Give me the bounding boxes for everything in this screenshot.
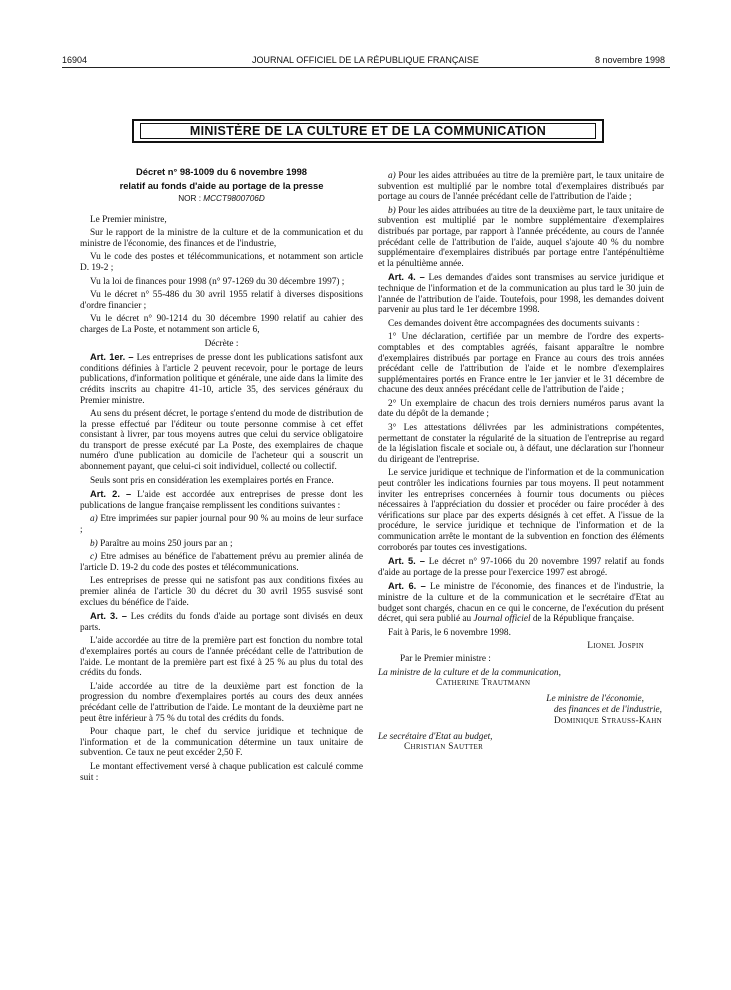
item-letter: a) <box>388 171 396 181</box>
signatory-role: Le ministre de l'économie, <box>546 694 644 705</box>
article-4-item-3: 3° Les attestations délivrées par les administrations compétentes, permettant de constater la régularité de la situation de l'entreprise au regard de la législation fiscale et sociale ou, à défaut, une déclaration sur l'honneur du dirigeant de l'entreprise. <box>378 423 664 465</box>
signature-by-line <box>378 654 664 665</box>
article-3-paragraph-5: Le montant effectivement versé à chaque publication est calculé comme suit : <box>80 761 363 783</box>
item-letter: b) <box>90 538 98 549</box>
article-3-item-a <box>378 171 664 203</box>
decrete-heading: Décrète : <box>204 338 239 349</box>
article-3-paragraph-4: Pour chaque part, le chef du service juridique et technique de l'information et de la communication détermine un taux unitaire de subvention. Ce taux ne peut excéder 2,50 F. <box>80 727 363 759</box>
item-letter: a) <box>90 514 98 525</box>
article-3-paragraph-2: L'aide accordée au titre de la première part est fonction du nombre total d'exemplaires portés au cours de l'année précédant celle de l'attribution de l'aide. Le montant de la première part est fixé à 25 % au plus du total des crédits du fonds. <box>80 636 363 679</box>
signatory-role: Le secrétaire d'Etat au budget, <box>378 731 493 742</box>
right-column <box>378 171 664 753</box>
article-2-item-c <box>80 552 363 573</box>
article-4-label: Art. 4. – <box>388 272 425 283</box>
article-4-paragraph-3: Le service juridique et technique de l'information et de la communication peut contrôler les indications fournies par tous moyens. Il peut notamment inviter les entreprises concernées à fournir tous documents ou pièces nécessaires à l'appréciation du dossier et procéder ou faire procéder à des vérifications sur place par des experts désignés à cet effet. A l'issue de la procédure, le service juridique et technique de l'information et de la communication arrête le montant de la subvention en fonction des éléments corroborés par toutes ces investigations. <box>378 468 664 553</box>
intro-paragraph: Vu le décret n° 55-486 du 30 avril 1955 relatif à diverses dispositions d'ordre financier ; <box>80 290 363 311</box>
item-letter: c) <box>90 552 98 563</box>
intro-paragraph: Vu le code des postes et télécommunications, et notamment son article D. 19-2 ; <box>80 252 363 273</box>
ministry-title: MINISTÈRE DE LA CULTURE ET DE LA COMMUNICATION <box>140 123 596 139</box>
journal-title: JOURNAL OFFICIEL DE LA RÉPUBLIQUE FRANÇAISE <box>252 55 479 65</box>
article-1-text: Les entreprises de presse dont les publications satisfont aux conditions définies à l'article 2 peuvent recevoir, pour le portage de leurs publications, d'information politique et générale, une aide dans la limite des crédits inscrits au chapitre 41-10, article 35, des services généraux du Premier ministre. <box>80 353 363 406</box>
article-4-paragraph <box>378 272 664 315</box>
nor-code: MCCT9800706D <box>203 194 265 203</box>
decree-title-line1: Décret n° 98-1009 du 6 novembre 1998 <box>135 166 308 177</box>
by-prime-minister: Par le Premier ministre : <box>400 653 491 664</box>
article-2-text: L'aide est accordée aux entreprises de presse dont les publications de langue française remplissent les conditions suivantes : <box>80 490 363 511</box>
article-3-text: Les crédits du fonds d'aide au portage sont divisés en deux parts. <box>80 612 363 633</box>
article-4-item-1: 1° Une déclaration, certifiée par un membre de l'ordre des experts-comptables et des comptables agréés, faisant apparaître le nombre d'exemplaires distribués par portage en France au cours des trois années précédant celle de l'attribution de l'aide et le nombre d'exemplaires supplémentaires portés en France entre le 1er janvier et le 31 décembre de chacune des deux années précédant celle de l'attribution de l'aide ; <box>378 332 664 396</box>
left-column <box>80 167 363 786</box>
article-2-item-b <box>80 539 363 550</box>
article-3-paragraph-3: L'aide accordée au titre de la deuxième part est fonction de la progression du nombre d'exemplaires portés au cours des deux années précédant celle de l'attribution de l'aide. Le montant de la deuxième part ne peut être inférieur à 75 % du total des crédits du fonds. <box>80 681 363 724</box>
intro-paragraph: Sur le rapport de la ministre de la culture et de la communication et du ministre de l'économie, des finances et de l'industrie, <box>80 228 363 249</box>
article-4-text: Les demandes d'aides sont transmises au service juridique et technique de l'information et de la communication au plus tard le 30 juin de l'année de l'attribution de l'aide. Toutefois, pour 1998, les demandes doivent parvenir au plus tard le 1er décembre 1998. <box>378 273 664 316</box>
page-number: 16904 <box>62 55 88 65</box>
signatory-role: La ministre de la culture et de la communication, <box>378 667 561 678</box>
item-text: Pour les aides attribuées au titre de la deuxième part, le taux unitaire de subvention est multiplié par le nombre supplémentaire d'exemplaires distribués par portage, par rapport à l'année précédente, au cours de l'année précédant celle de l'attribution de l'aide, auquel s'ajoute 40 % du nombre supplémentaire d'exemplaires distribués par portage entre l'antépénultième et la pénultième année. <box>378 205 664 269</box>
signing-place-date: Fait à Paris, le 6 novembre 1998. <box>388 627 511 638</box>
journal-officiel-ref: Journal officiel <box>473 614 531 625</box>
article-1-paragraph-3: Seuls sont pris en considération les exemplaires portés en France. <box>90 475 334 486</box>
article-5-label: Art. 5. – <box>388 556 425 567</box>
intro-paragraph: Vu la loi de finances pour 1998 (n° 97-1269 du 30 décembre 1997) ; <box>90 276 345 287</box>
article-3-label: Art. 3. – <box>90 611 127 622</box>
item-letter: b) <box>388 205 396 216</box>
article-2-item-a <box>80 514 363 535</box>
nor-label: NOR : <box>178 194 202 203</box>
article-6-text: Le ministre de l'économie, des finances et de l'industrie, la ministre de la culture et de la communication et le secrétaire d'Etat au budget sont chargés, chacun en ce qui le concerne, de l'exécution du présent décret, qui sera publié au <box>378 582 665 625</box>
article-1-label: Art. 1er. – <box>90 352 134 363</box>
article-2-paragraph <box>80 489 363 511</box>
article-4-item-2: 2° Un exemplaire de chacun des trois derniers numéros parus avant la date du dépôt de la demande ; <box>378 398 664 420</box>
article-2-paragraph-2: Les entreprises de presse qui ne satisfont pas aux conditions fixées au premier alinéa de l'article 30 du décret du 30 avril 1955 susvisé sont exclues du bénéfice de l'aide. <box>80 576 363 608</box>
item-text: Etre imprimées sur papier journal pour 90 % au moins de leur surface ; <box>80 514 364 536</box>
signatory-role: des finances et de l'industrie, <box>553 704 662 715</box>
item-text: Paraître au moins 250 jours par an ; <box>100 538 233 549</box>
publication-date: 8 novembre 1998 <box>594 55 665 65</box>
article-1-paragraph <box>80 352 363 406</box>
article-4-paragraph-2: Ces demandes doivent être accompagnées des documents suivants : <box>388 318 640 329</box>
article-3-item-b <box>378 206 664 270</box>
signature-budget <box>378 732 664 754</box>
article-6-paragraph <box>378 581 664 624</box>
ministry-box <box>132 119 604 143</box>
article-6-label: Art. 6. – <box>388 581 426 592</box>
intro-paragraph: Le Premier ministre, <box>90 214 167 225</box>
article-2-label: Art. 2. – <box>90 489 132 500</box>
signatory-name: Dominique Strauss-Kahn <box>553 715 662 726</box>
signature-economy <box>378 694 664 726</box>
signatory-name: Christian Sautter <box>404 742 484 753</box>
article-6-text-end: de la République française. <box>532 614 635 625</box>
header-rule <box>62 67 670 68</box>
article-1-paragraph-2: Au sens du présent décret, le portage s'entend du mode de distribution de la presse effectué par l'éditeur ou toute personne commise à cet effet consistant à livrer, par tous moyens autres que celui du service obligatoire du transport de presse exécuté par La Poste, des exemplaires de chaque numéro d'une publication au domicile de l'acheteur qui a souscrit un abonnement payant, que celui-ci soit individuel, collecté ou collectif. <box>80 409 363 473</box>
article-5-paragraph <box>378 556 664 578</box>
signature-culture <box>378 668 664 690</box>
article-3-paragraph <box>80 611 363 633</box>
item-text: Pour les aides attribuées au titre de la première part, le taux unitaire de subvention est multiplié par le nombre total d'exemplaires distribués par portage au cours de l'année précédant celle de l'attribution de l'aide ; <box>378 171 664 203</box>
article-5-text: Le décret n° 97-1066 du 20 novembre 1997 relatif au fonds d'aide au portage de la presse pour l'exercice 1997 est abrogé. <box>378 557 664 578</box>
signature-prime-minister <box>378 641 664 652</box>
signatory-name: Lionel Jospin <box>587 641 644 652</box>
nor-reference <box>80 194 363 205</box>
signatory-name: Catherine Trautmann <box>436 678 531 689</box>
decree-title-line2: relatif au fonds d'aide au portage de la presse <box>119 179 324 191</box>
intro-paragraph: Vu le décret n° 90-1214 du 30 décembre 1990 relatif au cahier des charges de La Poste, et notamment son article 6, <box>80 314 363 335</box>
item-text: Etre admises au bénéfice de l'abattement prévu au premier alinéa de l'article D. 19-2 du code des postes et télécommunications. <box>80 552 363 573</box>
